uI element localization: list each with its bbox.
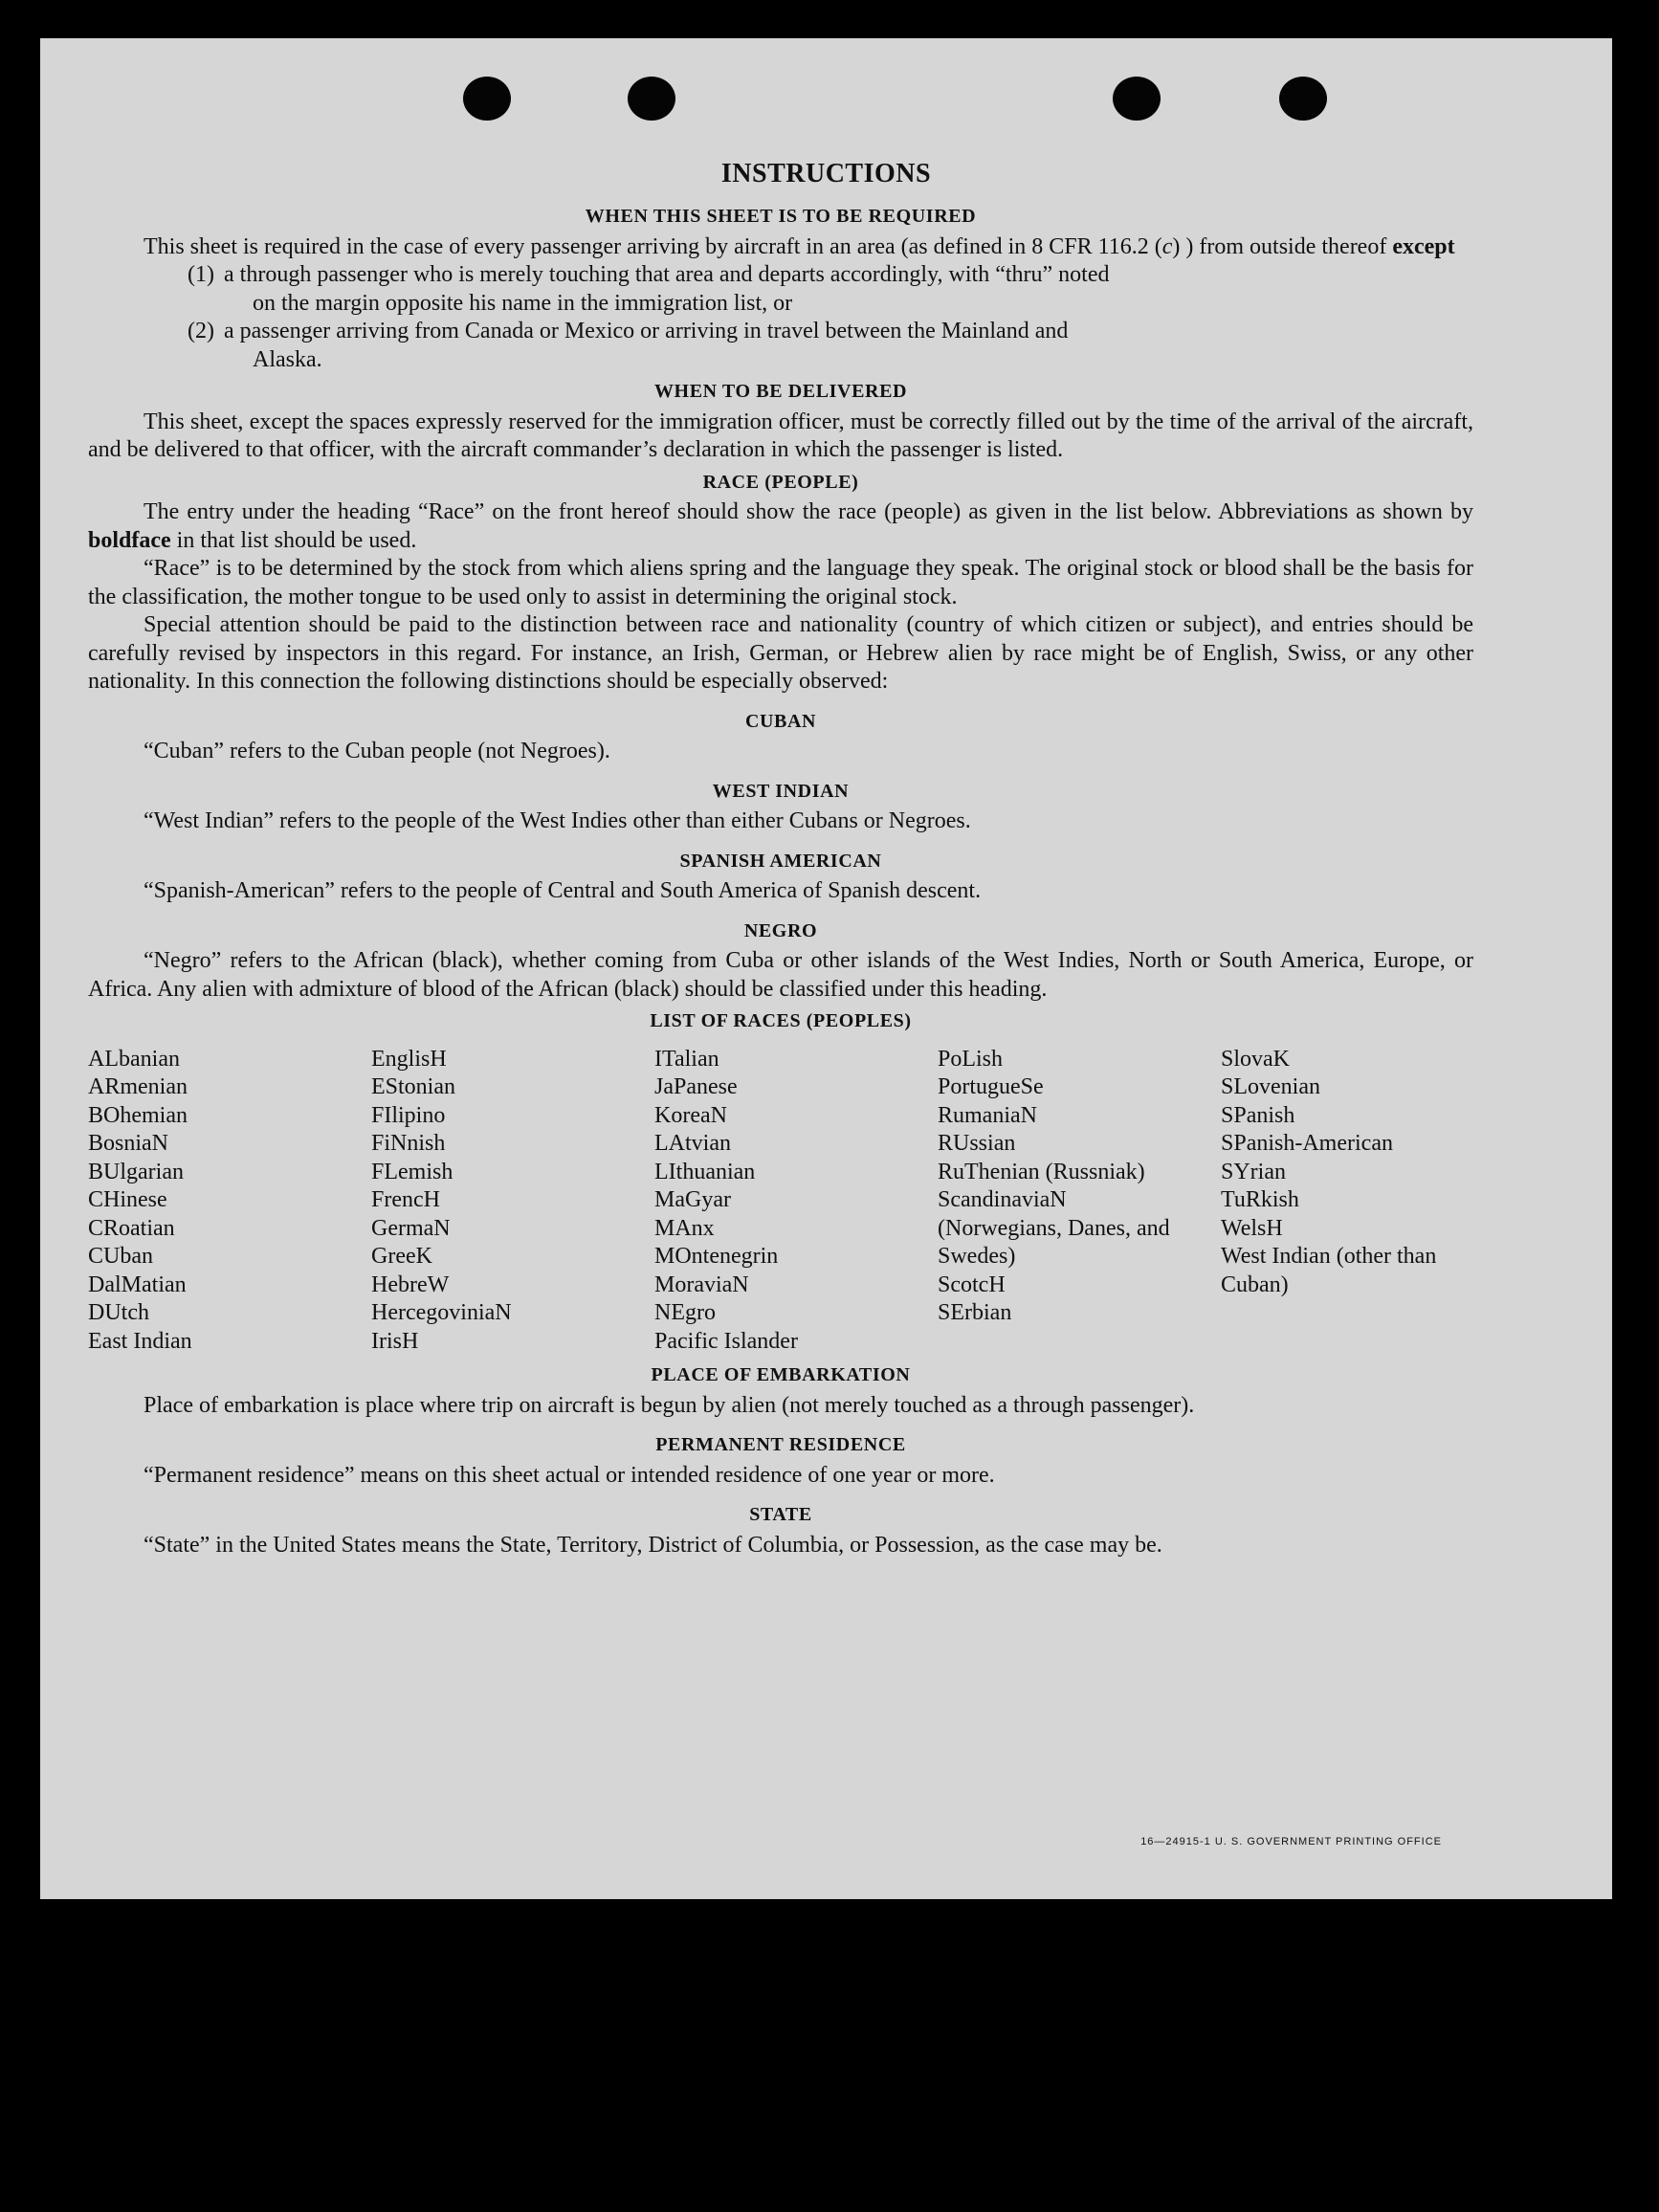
section-heading-west-indian: WEST INDIAN bbox=[712, 780, 850, 802]
negro-text: “Negro” refers to the African (black), whether coming from Cuba or other islands of the West Indies, North or South America, Europe, or Africa. Any alien with admixture of blood of the African (black) should be classified under this heading. bbox=[88, 948, 1473, 1002]
embarkation-text: Place of embarkation is place where trip on aircraft is begun by alien (not merely touched as a through passenger). bbox=[144, 1392, 1195, 1418]
printer-imprint: 16—24915-1 U. S. GOVERNMENT PRINTING OFFICE bbox=[1140, 1836, 1442, 1847]
race-entry: BOhemian bbox=[88, 1102, 188, 1128]
section-heading-negro: NEGRO bbox=[743, 919, 818, 941]
instructions-body bbox=[88, 199, 1473, 1559]
section-heading-state: STATE bbox=[749, 1504, 812, 1525]
races-column bbox=[654, 1046, 938, 1357]
section-heading-delivered: WHEN TO BE DELIVERED bbox=[653, 381, 908, 402]
required-intro: This sheet is required in the case of every passenger arriving by aircraft in an area (as defined in 8 CFR 116.2 (c) ) from outside thereof except bbox=[144, 233, 1455, 259]
race-paragraph: Special attention should be paid to the distinction between race and nationality (country of which citizen or subject), and entries should be carefully revised by inspectors in this regard. For instance, an Irish, German, or Hebrew alien by race might be of English, Swiss, or any other nationality. In this connection the following distinctions should be especially observed: bbox=[88, 612, 1473, 694]
race-entry: RuThenian (Russniak) bbox=[938, 1159, 1145, 1184]
race-entry: MOntenegrin bbox=[654, 1244, 779, 1269]
document-page bbox=[40, 38, 1612, 1899]
race-entry: MaGyar bbox=[654, 1187, 731, 1212]
section-heading-cuban: CUBAN bbox=[744, 710, 817, 732]
race-entry: FrencH bbox=[371, 1187, 440, 1212]
race-entry: FIlipino bbox=[371, 1102, 446, 1128]
punch-hole bbox=[1279, 77, 1327, 121]
race-entry: RUssian bbox=[938, 1131, 1016, 1156]
punch-hole bbox=[628, 77, 675, 121]
race-entry: BUlgarian bbox=[88, 1159, 184, 1184]
race-entry: SLovenian bbox=[1221, 1074, 1320, 1099]
section-heading-races-list: LIST OF RACES (PEOPLES) bbox=[650, 1010, 912, 1031]
race-entry: LAtvian bbox=[654, 1131, 731, 1156]
race-entry: JaPanese bbox=[654, 1074, 738, 1099]
page-title: INSTRUCTIONS bbox=[720, 159, 932, 188]
race-entry: DUtch bbox=[88, 1300, 149, 1325]
races-column bbox=[1221, 1046, 1473, 1357]
race-entry: ScotcH bbox=[938, 1272, 1006, 1297]
race-entry: MAnx bbox=[654, 1215, 715, 1241]
race-entry: BosniaN bbox=[88, 1131, 168, 1156]
race-entry: East Indian bbox=[88, 1328, 192, 1354]
section-heading-spanish-american: SPANISH AMERICAN bbox=[679, 850, 882, 872]
list-item: (1) a through passenger who is merely touching that area and departs accordingly, with “thru” noted on the margin opposite his name in the immigration list, or bbox=[188, 262, 1110, 316]
race-entry: SYrian bbox=[1221, 1159, 1286, 1184]
race-entry: ITalian bbox=[654, 1046, 719, 1072]
race-entry: Pacific Islander bbox=[654, 1328, 798, 1354]
spanish-american-text: “Spanish-American” refers to the people of Central and South America of Spanish descent. bbox=[144, 878, 982, 903]
race-entry: CUban bbox=[88, 1244, 153, 1269]
state-text: “State” in the United States means the State, Territory, District of Columbia, or Possession, as the case may be. bbox=[144, 1532, 1162, 1558]
race-entry: TuRkish bbox=[1221, 1187, 1299, 1212]
race-entry: MoraviaN bbox=[654, 1272, 749, 1297]
race-entry: DalMatian bbox=[88, 1272, 187, 1297]
race-entry: ARmenian bbox=[88, 1074, 188, 1099]
punch-hole bbox=[1113, 77, 1161, 121]
race-paragraph: “Race” is to be determined by the stock from which aliens spring and the language they speak. The original stock or blood shall be the basis for the classification, the mother tongue to be used only to assist in determining the original stock. bbox=[88, 556, 1473, 609]
race-entry: CHinese bbox=[88, 1187, 167, 1212]
race-entry: EnglisH bbox=[371, 1046, 447, 1072]
race-entry: LIthuanian bbox=[654, 1159, 756, 1184]
list-item: (2) a passenger arriving from Canada or Mexico or arriving in travel between the Mainland and Alaska. bbox=[188, 319, 1069, 372]
race-entry: SErbian bbox=[938, 1300, 1012, 1325]
race-entry: KoreaN bbox=[654, 1102, 727, 1128]
punch-hole bbox=[463, 77, 511, 121]
race-entry: West Indian (other than Cuban) bbox=[1221, 1244, 1437, 1297]
race-entry: CRoatian bbox=[88, 1215, 175, 1241]
section-heading-residence: PERMANENT RESIDENCE bbox=[655, 1434, 906, 1455]
race-entry: FiNnish bbox=[371, 1131, 446, 1156]
races-column bbox=[88, 1046, 371, 1357]
delivered-text: This sheet, except the spaces expressly reserved for the immigration officer, must be correctly filled out by the time of the arrival of the aircraft, and be delivered to that officer, with the aircraft commander’s declaration in which the passenger is listed. bbox=[88, 409, 1473, 462]
race-entry: ALbanian bbox=[88, 1046, 180, 1072]
race-entry: HercegoviniaN bbox=[371, 1300, 512, 1325]
races-column bbox=[938, 1046, 1221, 1357]
section-heading-required: WHEN THIS SHEET IS TO BE REQUIRED bbox=[585, 206, 977, 227]
cuban-text: “Cuban” refers to the Cuban people (not Negroes). bbox=[144, 739, 610, 763]
race-entry: SPanish-American bbox=[1221, 1131, 1393, 1156]
race-entry: PoLish bbox=[938, 1046, 1004, 1072]
races-column bbox=[371, 1046, 654, 1357]
section-heading-embarkation: PLACE OF EMBARKATION bbox=[651, 1364, 911, 1385]
race-entry: GreeK bbox=[371, 1244, 432, 1269]
race-entry: ScandinaviaN (Norwegians, Danes, and Swedes) bbox=[938, 1187, 1170, 1269]
race-entry: PortugueSe bbox=[938, 1074, 1044, 1099]
race-entry: WelsH bbox=[1221, 1215, 1283, 1241]
race-entry: RumaniaN bbox=[938, 1102, 1037, 1128]
section-heading-race: RACE (PEOPLE) bbox=[702, 471, 859, 493]
races-list bbox=[88, 1046, 1473, 1357]
west-indian-text: “West Indian” refers to the people of the West Indies other than either Cubans or Negroes. bbox=[144, 808, 971, 833]
race-entry: HebreW bbox=[371, 1272, 450, 1297]
race-entry: SlovaK bbox=[1221, 1046, 1290, 1072]
race-entry: FLemish bbox=[371, 1159, 453, 1184]
race-entry: NEgro bbox=[654, 1300, 716, 1325]
residence-text: “Permanent residence” means on this sheet actual or intended residence of one year or more. bbox=[144, 1462, 995, 1488]
race-entry: GermaN bbox=[371, 1215, 451, 1241]
race-paragraph: The entry under the heading “Race” on the front hereof should show the race (people) as given in the list below. Abbreviations as shown by boldface in that list should be used. bbox=[88, 499, 1473, 553]
race-entry: EStonian bbox=[371, 1074, 455, 1099]
race-entry: IrisH bbox=[371, 1328, 419, 1354]
race-entry: SPanish bbox=[1221, 1102, 1295, 1128]
